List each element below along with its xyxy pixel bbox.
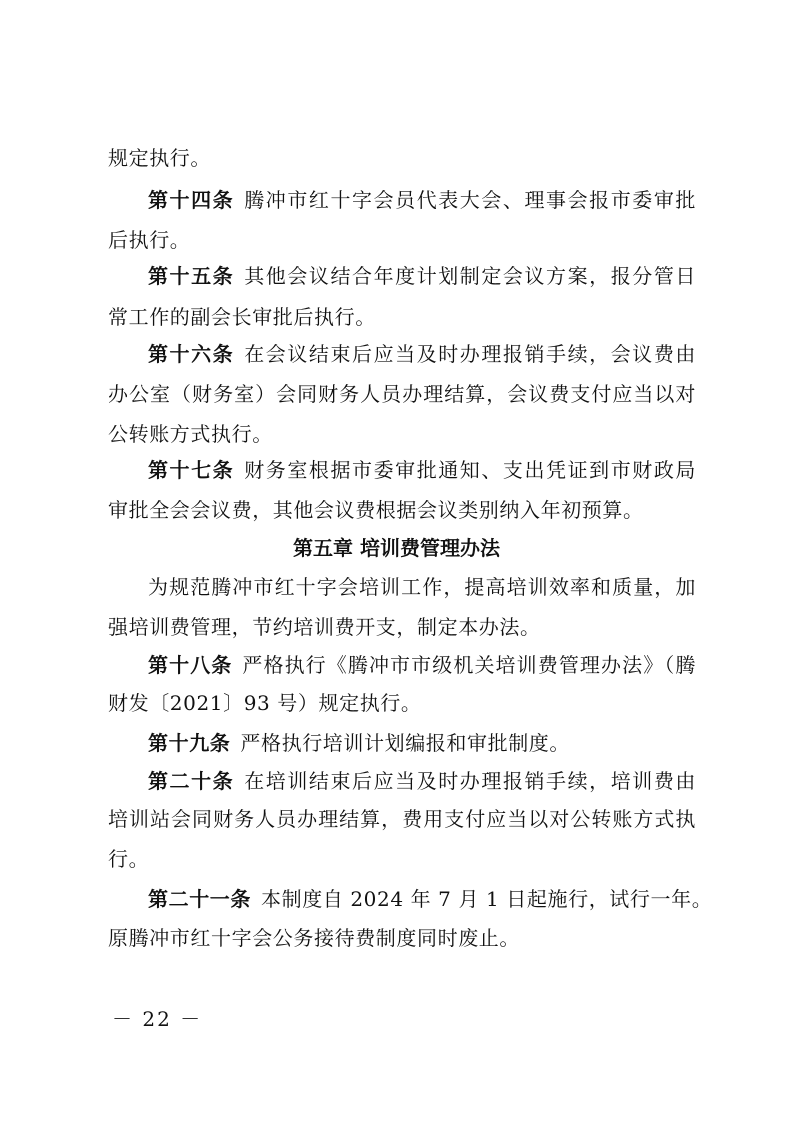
article-18-line <box>148 651 696 679</box>
line-text: 严格执行《腾冲市市级机关培训费管理办法》（腾 <box>242 653 696 677</box>
article-20-line <box>148 767 696 795</box>
article-heading: 第二十一条 <box>148 887 251 911</box>
text-line <box>108 380 696 408</box>
text-line <box>108 689 422 717</box>
article-17-line <box>148 456 696 484</box>
line-text: 在会议结束后应当及时办理报销手续，会议费由 <box>244 342 696 366</box>
line-text: 公转账方式执行。 <box>108 422 273 446</box>
line-text: 强培训费管理，节约培训费开支，制定本办法。 <box>108 615 541 639</box>
article-heading: 第十五条 <box>148 264 235 288</box>
line-text: 审批全会会议费，其他会议费根据会议类别纳入年初预算。 <box>108 498 644 522</box>
line-text: 本制度自 2024 年 7 月 1 日起施行，试行一年。 <box>261 887 713 911</box>
line-text: 为规范腾冲市红十字会培训工作，提高培训效率和质量，加 <box>148 575 696 599</box>
line-text: 常工作的副会长审批后执行。 <box>108 305 376 329</box>
article-14-line <box>148 186 696 214</box>
text-line <box>108 845 149 873</box>
line-text: 后执行。 <box>108 228 191 252</box>
text-line <box>108 805 696 833</box>
article-21-line <box>148 885 712 913</box>
text-line <box>108 924 520 952</box>
article-19-line <box>148 729 570 757</box>
text-line <box>148 573 696 601</box>
article-15-line <box>148 262 696 290</box>
line-text: 其他会议结合年度计划制定会议方案，报分管日 <box>244 264 696 288</box>
article-heading: 第十四条 <box>148 188 235 212</box>
text-line <box>108 420 273 448</box>
line-text: 财务室根据市委审批通知、支出凭证到市财政局 <box>244 458 696 482</box>
text-line <box>108 496 644 524</box>
article-heading: 第二十条 <box>148 769 235 793</box>
line-text: 财发〔2021〕93 号）规定执行。 <box>108 691 422 715</box>
article-heading: 第十八条 <box>148 653 233 677</box>
line-text: 培训站会同财务人员办理结算，费用支付应当以对公转账方式执 <box>108 807 696 831</box>
article-heading: 第十六条 <box>148 342 235 366</box>
line-text: 严格执行培训计划编报和审批制度。 <box>240 731 571 755</box>
text-line <box>108 303 376 331</box>
article-16-line <box>148 340 696 368</box>
text-line <box>108 144 211 172</box>
line-text: 腾冲市红十字会员代表大会、理事会报市委审批 <box>244 188 696 212</box>
text-line <box>108 226 190 254</box>
line-text: 规定执行。 <box>108 146 211 170</box>
chapter-title: 第五章 培训费管理办法 <box>293 536 500 560</box>
text-line <box>108 613 541 641</box>
article-heading: 第十七条 <box>148 458 235 482</box>
line-text: 原腾冲市红十字会公务接待费制度同时废止。 <box>108 926 520 950</box>
line-text: 办公室（财务室）会同财务人员办理结算，会议费支付应当以对 <box>108 382 696 406</box>
line-text: 行。 <box>108 847 150 871</box>
article-heading: 第十九条 <box>148 731 231 755</box>
page-number: － 22 － <box>112 1007 203 1031</box>
line-text: 在培训结束后应当及时办理报销手续，培训费由 <box>244 769 696 793</box>
